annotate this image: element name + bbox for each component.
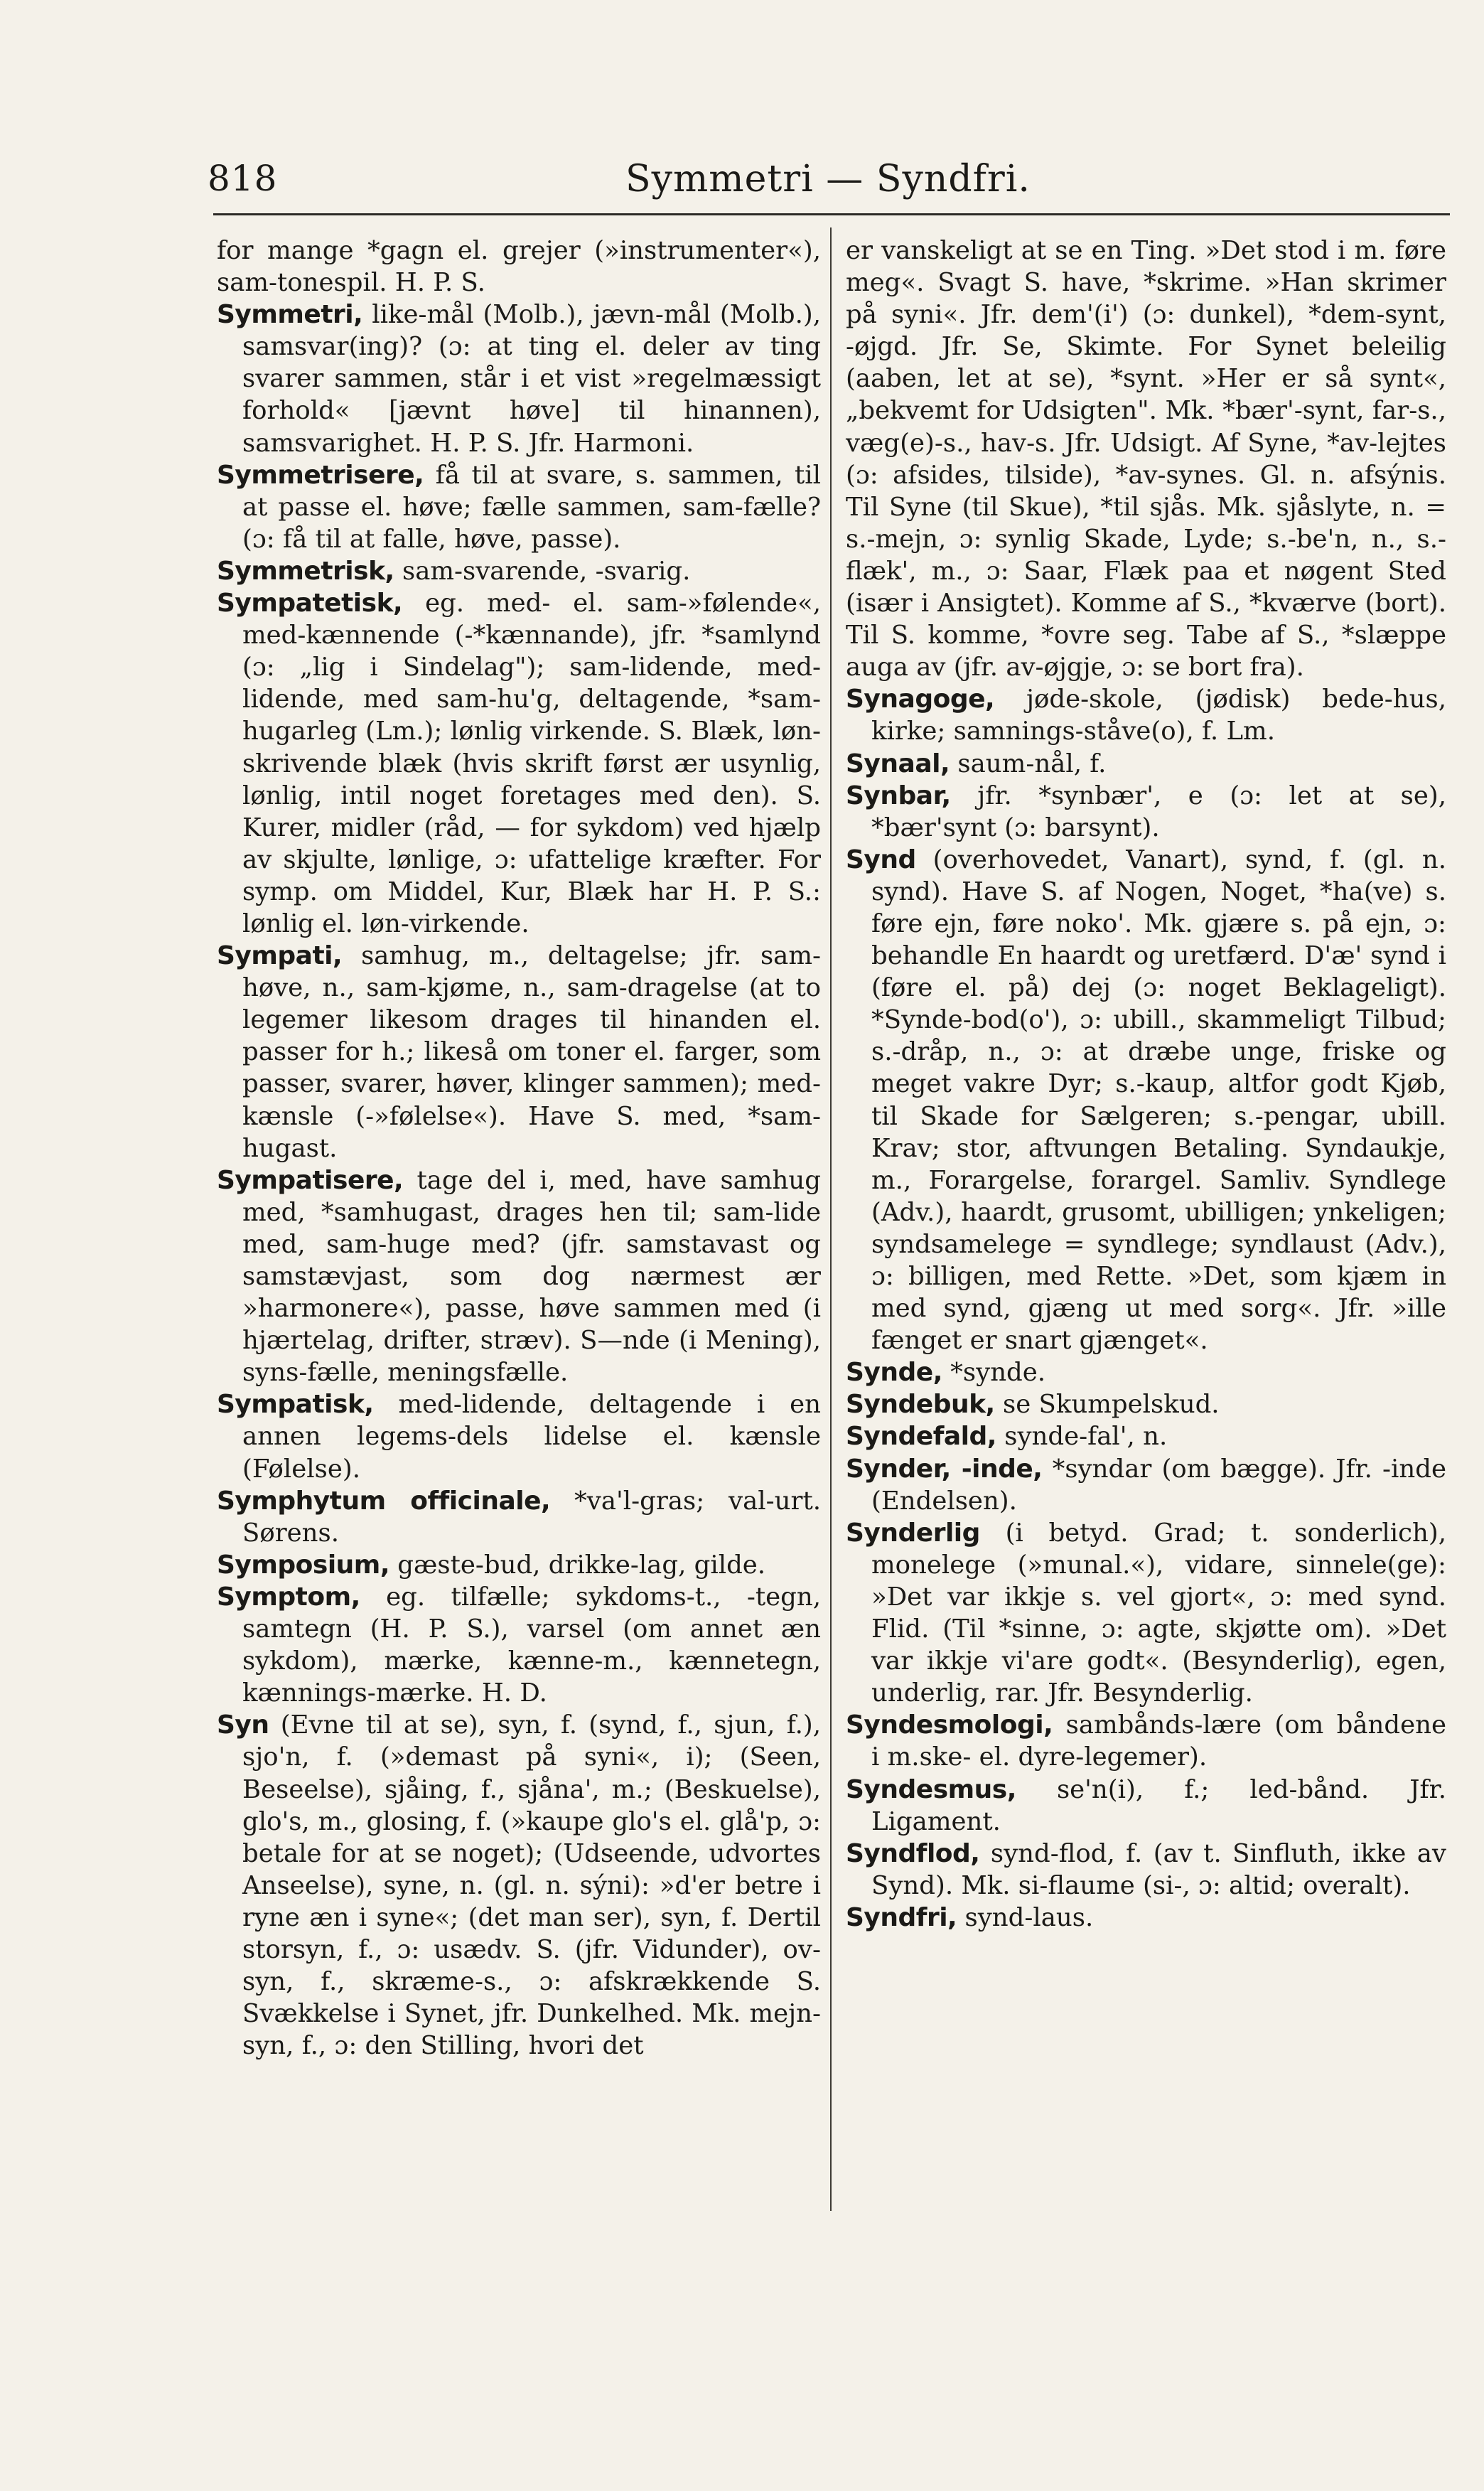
entry-text: for mange *gagn el. grejer (»instrumenter«), sam-tonespil. H. P. S. (217, 236, 821, 298)
entry-text: like-mål (Molb.), jævn-mål (Molb.), samsvar(ing)? (ɔ: at ting el. deler av ting svarer sammen, står i et vist »regelmæssigt forhold« [jævnt høve] til hinannen), samsvarighet. H. P. S. Jfr. Harmoni. (242, 300, 821, 458)
entry-headword: Synbar, (846, 781, 951, 810)
entry-text: eg. med- el. sam-»følende«, med-kænnende (-*kænnande), jfr. *samlynd (ɔ: „lig i Sindelag"); sam-lidende, med-lidende, med sam-hu'g, deltagende, *sam-hugarleg (Lm.); lønlig virkende. S. Blæk, løn-skrivende blæk (hvis skrift først ær usynlig, lønlig, intil noget foretages med den). S. Kurer, midler (råd, — for sykdom) ved hjælp av skjulte, lønlige, ɔ: ufattelige kræfter. For symp. om Middel, Kur, Blæk har H. P. S.: lønlig el. løn-virkende. (242, 589, 821, 938)
entry-text: *syndar (om bægge). Jfr. -inde (Endelsen). (871, 1454, 1446, 1516)
entry-text: *va'l-gras; val-urt. Sørens. (242, 1486, 822, 1548)
dictionary-entry (217, 459, 821, 555)
entry-headword: Syndesmus, (846, 1774, 1016, 1804)
entry-continuation (846, 235, 1446, 683)
dictionary-entry (846, 1902, 1446, 1934)
entry-headword: Synder, -inde, (846, 1454, 1043, 1484)
dictionary-entry (846, 683, 1446, 747)
right-column (846, 235, 1446, 1934)
entry-text: synd-flod, f. (av t. Sinfluth, ikke av Synd). Mk. si-flaume (si-, ɔ: altid; overalt). (871, 1838, 1446, 1900)
header-rule (213, 213, 1450, 215)
entry-headword: Symmetrisk, (217, 556, 394, 586)
entry-headword: Synagoge, (846, 685, 995, 714)
entry-headword: Symmetri, (217, 300, 363, 330)
dictionary-entry (217, 1709, 821, 2062)
entry-text: synde-fal', n. (996, 1422, 1168, 1452)
entry-headword: Symptom, (217, 1582, 360, 1612)
entry-text: jøde-skole, (jødisk) bede-hus, kirke; samnings-ståve(o), f. Lm. (871, 685, 1446, 746)
entry-text: se'n(i), f.; led-bånd. Jfr. Ligament. (871, 1774, 1446, 1836)
dictionary-entry (217, 1549, 821, 1581)
page-number: 818 (208, 158, 278, 199)
entry-text: se Skumpelskud. (994, 1390, 1220, 1420)
entry-text: samhug, m., deltagelse; jfr. sam-høve, n., sam-kjøme, n., sam-dragelse (at to legemer likesom drages til hinanden el. passer for h.; likeså om toner el. farger, som passer, svarer, høver, klinger sammen); med-kænsle (-»følelse«). Have S. med, *sam-hugast. (242, 941, 821, 1163)
dictionary-entry (217, 1485, 821, 1549)
entry-headword: Sympatetisk, (217, 589, 403, 618)
entry-text: (overhovedet, Vanart), synd, f. (gl. n. synd). Have S. af Nogen, Noget, *ha(ve) s. føre ejn, føre noko'. Mk. gjære s. på ejn, ɔ: behandle En haardt og uretfærd. D'æ' synd i (føre el. på) dej (ɔ: noget Beklageligt). *Synde-bod(o'), ɔ: ubill., skammeligt Tilbud; s.-dråp, n., ɔ: at dræbe unge, friske og meget vakre Dyr; s.-kaup, altfor godt Kjøb, til Skade for Sælgeren; s.-pengar, ubill. Krav; stor, aftvungen Betaling. Syndaukje, m., Forargelse, forargel. Samliv. Syndlege (Adv.), haardt, grusomt, ubilligen; ynkeligen; syndsamelege = syndlege; syndlaust (Adv.), ɔ: billigen, med Rette. »Det, som kjæm in med synd, gjæng ut med sorg«. Jfr. »ille fænget er snart gjænget«. (871, 845, 1446, 1356)
dictionary-entry (846, 1774, 1446, 1838)
entry-text: (Evne til at se), syn, f. (synd, f., sjun, f.), sjo'n, f. (»demast på syni«, i); (Seen, Beseelse), sjåing, f., sjåna', m.; (Beskuelse), glo's, m., glosing, f. (»kaupe glo's el. glå'p, ɔ: betale for at se noget); (Udseende, udvortes Anseelse), syne, n. (gl. n. sýni): »d'er betre i ryne æn i syne«; (det man ser), syn, f. Dertil storsyn, f., ɔ: usædv. S. (jfr. Vidunder), ov-syn, f., skræme-s., ɔ: afskrækkende S. Svækkelse i Synet, jfr. Dunkelhed. Mk. mejn-syn, f., ɔ: den Stilling, hvori det (242, 1710, 821, 2061)
entry-headword: Synaal, (846, 749, 950, 778)
entry-headword: Symposium, (217, 1550, 389, 1580)
dictionary-entry (217, 587, 821, 940)
entry-headword: Sympatisere, (217, 1165, 404, 1195)
entry-text: synd-laus. (957, 1902, 1094, 1932)
entry-continuation (217, 235, 821, 299)
running-head-title: Symmetri — Syndfri. (625, 158, 1031, 200)
dictionary-entry (846, 780, 1446, 844)
entry-headword: Symphytum officinale, (217, 1486, 551, 1516)
entry-headword: Sympati, (217, 941, 343, 971)
entry-headword: Syndebuk, (846, 1390, 995, 1420)
dictionary-entry (217, 940, 821, 1164)
dictionary-entry (217, 1581, 821, 1709)
dictionary-entry (846, 748, 1446, 780)
entry-headword: Synd (846, 845, 916, 874)
entry-headword: Synderlig (846, 1518, 980, 1548)
entry-text: eg. tilfælle; sykdoms-t., -tegn, samtegn (H. P. S.), varsel (om annet æn sykdom), mærke, kænne-m., kænnetegn, kænnings-mærke. H. D. (242, 1582, 821, 1708)
entry-headword: Syn (217, 1710, 269, 1740)
dictionary-entry (217, 555, 821, 587)
dictionary-entry (217, 1164, 821, 1389)
entry-headword: Syndfri, (846, 1902, 957, 1932)
entry-text: *synde. (942, 1358, 1046, 1388)
entry-headword: Syndflod, (846, 1838, 980, 1868)
dictionary-entry (846, 844, 1446, 1357)
left-column (217, 235, 821, 2062)
entry-text: få til at svare, s. sammen, til at passe el. høve; fælle sammen, sam-fælle? (ɔ: få til at falle, høve, passe). (242, 460, 821, 554)
dictionary-entry (846, 1838, 1446, 1902)
entry-text: jfr. *synbær', e (ɔ: let at se), *bær'synt (ɔ: barsynt). (871, 781, 1446, 842)
entry-headword: Symmetrisere, (217, 460, 424, 490)
dictionary-entry (846, 1388, 1446, 1420)
entry-text: er vanskeligt at se en Ting. »Det stod i m. føre meg«. Svagt S. have, *skrime. »Han skrimer på syni«. Jfr. dem'(i') (ɔ: dunkel), *dem-synt, -øjgd. Jfr. Se, Skimte. For Synet beleilig (aaben, let at se), *synt. »Her er så synt«, „bekvemt for Udsigten". Mk. *bær'-synt, far-s., væg(e)-s., hav-s. Jfr. Udsigt. Af Syne, *av-lejtes (ɔ: afsides, tilside), *av-synes. Gl. n. afsýnis. Til Syne (til Skue), *til sjås. Mk. sjåslyte, n. = s.-mejn, ɔ: synlig Skade, Lyde; s.-be'n, n., s.-flæk', m., ɔ: Saar, Flæk paa et nøgent Sted (især i Ansigtet). Komme af S., *kværve (bort). Til S. komme, *ovre seg. Tabe af S., *slæppe auga av (jfr. av-øjgje, ɔ: se bort fra). (846, 236, 1446, 682)
entry-headword: Syndesmologi, (846, 1710, 1053, 1740)
dictionary-entry (846, 1453, 1446, 1517)
entry-text: sam-svarende, -svarig. (394, 556, 691, 586)
dictionary-entry (217, 1388, 821, 1484)
dictionary-entry (217, 299, 821, 459)
dictionary-entry (846, 1420, 1446, 1452)
entry-text: tage del i, med, have samhug med, *samhugast, drages hen til; sam-lide med, sam-huge med? (jfr. samstavast og samstævjast, som dog nærmest ær »harmonere«), passe, høve sammen med (i hjærtelag, drifter, stræv). S—nde (i Mening), syns-fælle, meningsfælle. (242, 1165, 821, 1388)
dictionary-entry (846, 1517, 1446, 1710)
entry-headword: Syndefald, (846, 1422, 996, 1452)
entry-headword: Synde, (846, 1358, 942, 1388)
dictionary-entry (846, 1709, 1446, 1773)
dictionary-entry (846, 1356, 1446, 1388)
entry-text: saum-nål, f. (950, 749, 1107, 778)
entry-text: sambånds-lære (om båndene i m.ske- el. dyre-legemer). (871, 1710, 1446, 1772)
entry-text: med-lidende, deltagende i en annen legems-dels lidelse el. kænsle (Følelse). (242, 1390, 821, 1484)
column-divider (830, 227, 832, 2211)
entry-headword: Sympatisk, (217, 1390, 374, 1420)
entry-text: (i betyd. Grad; t. sonderlich), monelege (»munal.«), vidare, sinnele(ge): »Det var ikkje s. vel gjort«, ɔ: med synd. Flid. (Til *sinne, ɔ: agte, skjøtte om). »Det var ikkje vi'are godt«. (Besynderlig), egen, underlig, rar. Jfr. Besynderlig. (871, 1518, 1446, 1708)
entry-text: gæste-bud, drikke-lag, gilde. (389, 1550, 766, 1580)
